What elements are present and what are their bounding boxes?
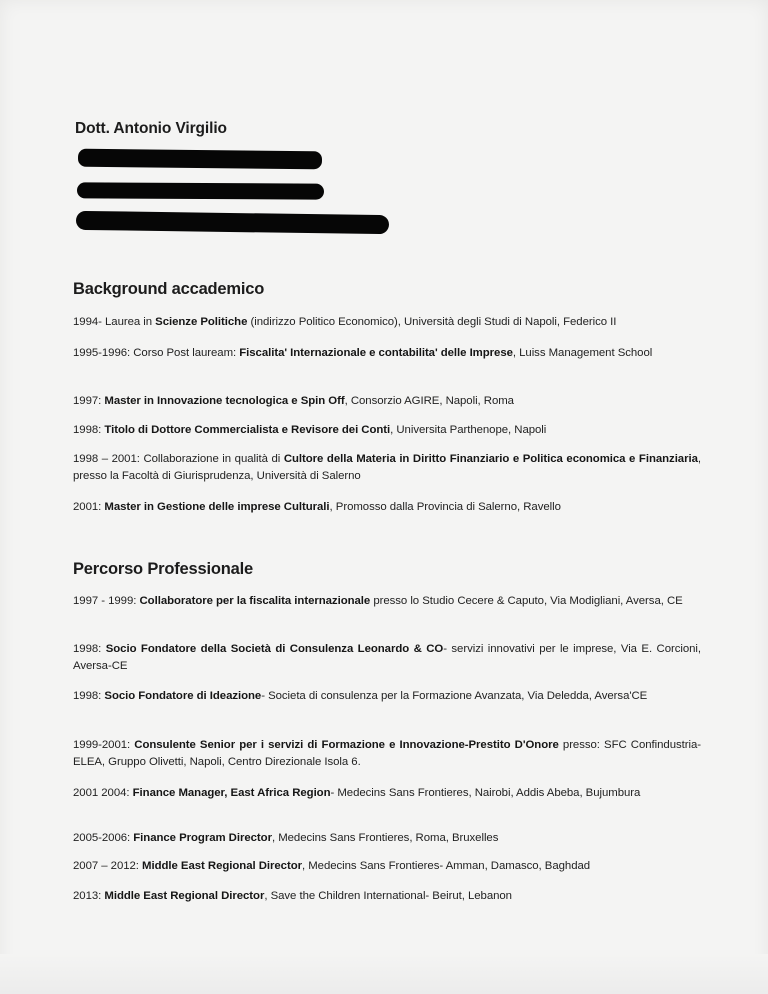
entry-title: Socio Fondatore di Ideazione: [104, 690, 262, 702]
entry-title: Scienze Politiche: [155, 316, 248, 328]
entry-date: 2007 – 2012:: [73, 860, 139, 872]
entry-text: presso lo Studio Cecere & Caputo, Via Modigliani, Aversa, CE: [370, 595, 683, 607]
entry-text: Corso Post lauream:: [130, 347, 240, 359]
entry-text: , Medecins Sans Frontieres, Roma, Bruxelles: [271, 832, 499, 844]
entry-text: presso: SFC Confindustria-ELEA, Gruppo Olivetti, Napoli, Centro Direzionale Isola 6.: [73, 739, 702, 768]
entry-text: Laurea in: [101, 316, 156, 328]
entry-date: 1998 – 2001:: [73, 453, 140, 465]
person-name: Dott. Antonio Virgilio: [75, 120, 227, 137]
entry-title: Titolo di Dottore Commercialista e Revisore dei Conti: [104, 424, 391, 436]
entry-text: - Societa di consulenza per la Formazione Avanzata, Via Deledda, Aversa'CE: [261, 690, 648, 702]
academic-entry: [73, 451, 701, 485]
entry-text: Collaborazione in qualità di: [139, 453, 284, 465]
entry-text: - Medecins Sans Frontieres, Nairobi, Addis Abeba, Bujumbura: [330, 787, 641, 799]
entry-title: Middle East Regional Director: [142, 860, 302, 872]
academic-entry: [73, 314, 701, 331]
entry-date: 1998:: [73, 690, 102, 702]
section-title-professional: Percorso Professionale: [73, 560, 253, 578]
entry-text: , Medecins Sans Frontieres- Amman, Damasco, Baghdad: [302, 860, 591, 872]
entry-title: Middle East Regional Director: [104, 890, 265, 902]
entry-text: , presso la Facoltà di Giurisprudenza, Università di Salerno: [73, 453, 701, 482]
entry-text: (indirizzo Politico Economico), Università degli Studi di Napoli, Federico II: [247, 316, 617, 328]
entry-title: Consulente Senior per i servizi di Formazione e Innovazione-Prestito D'Onore: [134, 739, 559, 751]
entry-text: , Promosso dalla Provincia di Salerno, Ravello: [329, 501, 561, 513]
entry-date: 2001:: [73, 501, 102, 513]
entry-date: 1997:: [73, 395, 102, 407]
entry-title: Socio Fondatore della Società di Consulenza Leonardo & CO: [105, 643, 444, 655]
entry-title: Collaboratore per la fiscalita internazionale: [139, 595, 371, 607]
redacted-line: [78, 149, 322, 170]
entry-title: Fiscalita' Internazionale e contabilita' delle Imprese: [239, 347, 513, 359]
entry-date: 1998:: [73, 643, 102, 655]
redacted-line: [76, 211, 389, 234]
entry-date: 2001 2004:: [73, 787, 130, 799]
entry-date: 1999-2001:: [73, 739, 131, 751]
professional-entry: [73, 593, 701, 610]
entry-title: Cultore della Materia in Diritto Finanziario e Politica economica e Finanziaria: [283, 453, 698, 465]
section-title-academic: Background accademico: [73, 280, 265, 298]
professional-entry: [73, 737, 701, 771]
entry-date: 1995-1996:: [73, 347, 131, 359]
entry-date: 2005-2006:: [73, 832, 131, 844]
entry-date: 1998:: [73, 424, 102, 436]
entry-text: , Universita Parthenope, Napoli: [390, 424, 547, 436]
entry-title: Master in Innovazione tecnologica e Spin Off: [104, 395, 345, 407]
professional-entry: [73, 641, 701, 675]
redacted-line: [77, 182, 324, 199]
professional-entry: [73, 688, 701, 705]
page-bottom-margin: [0, 954, 768, 994]
professional-entry: [73, 858, 701, 875]
entry-title: Finance Program Director: [133, 832, 272, 844]
entry-text: , Consorzio AGIRE, Napoli, Roma: [344, 395, 514, 407]
entry-text: , Save the Children International- Beirut, Lebanon: [264, 890, 512, 902]
academic-entry: [73, 422, 701, 439]
professional-entry: [73, 830, 701, 847]
professional-entry: [73, 888, 701, 905]
entry-date: 1994-: [73, 316, 102, 328]
academic-entry: [73, 345, 701, 362]
entry-text: , Luiss Management School: [512, 347, 653, 359]
entry-date: 1997 - 1999:: [73, 595, 137, 607]
academic-entry: [73, 499, 701, 516]
professional-entry: [73, 785, 701, 802]
entry-date: 2013:: [73, 890, 102, 902]
entry-title: Finance Manager, East Africa Region: [132, 787, 331, 799]
academic-entry: [73, 393, 701, 410]
entry-title: Master in Gestione delle imprese Culturali: [104, 501, 330, 513]
entry-text: - servizi innovativi per le imprese, Via E. Corcioni, Aversa-CE: [73, 643, 702, 672]
